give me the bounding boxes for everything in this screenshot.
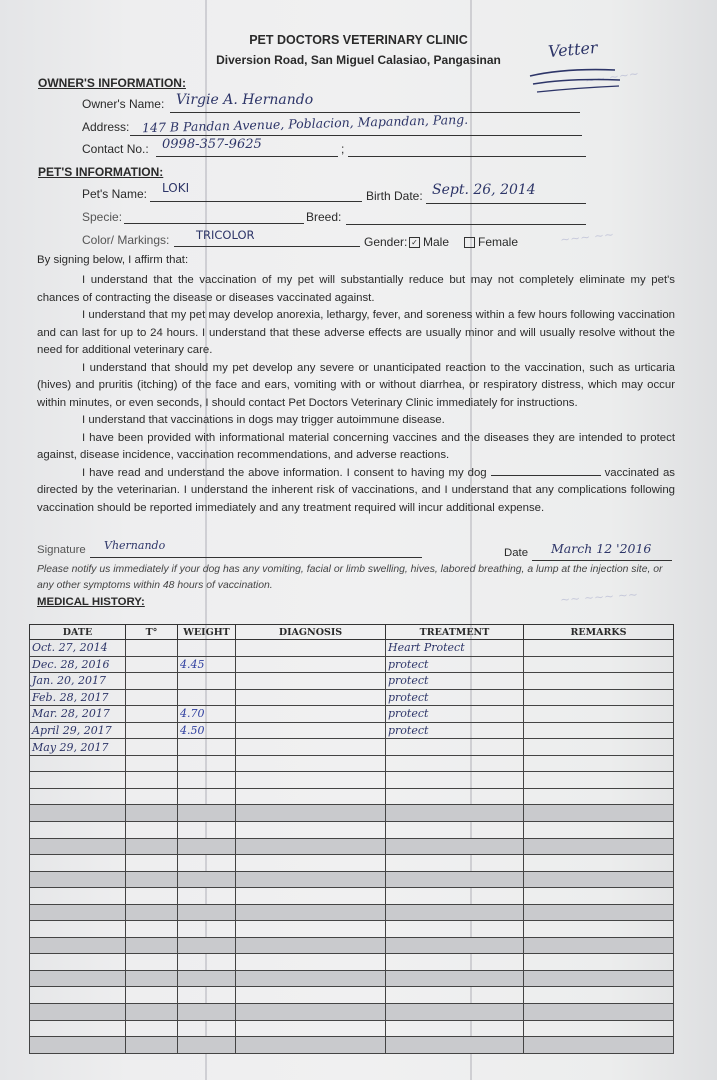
cell-remarks — [524, 987, 674, 1004]
cell-temperature — [126, 755, 178, 772]
cell-treatment — [386, 1004, 524, 1021]
cell-remarks — [524, 937, 674, 954]
consent-paragraph-2: I understand that my pet may develop anorexia, lethargy, fever, and soreness within a few hours following vaccination and can last for up to 24 hours. I understand that these adverse effects are usually minor and will usually resolve without the need for additional veterinary care. — [37, 309, 675, 356]
cell-temperature — [126, 970, 178, 987]
cell-date — [30, 888, 126, 905]
cell-diagnosis — [236, 805, 386, 822]
cell-remarks — [524, 689, 674, 706]
cell-temperature — [126, 706, 178, 723]
consent-paragraphs — [37, 272, 675, 517]
cell-weight — [178, 788, 236, 805]
cell-date — [30, 1004, 126, 1021]
medical-history-table — [29, 624, 674, 1054]
cell-temperature — [126, 987, 178, 1004]
cell-remarks — [524, 822, 674, 839]
cell-weight — [178, 921, 236, 938]
cell-diagnosis — [236, 1037, 386, 1054]
cell-date — [30, 904, 126, 921]
cell-treatment — [386, 937, 524, 954]
cell-weight: 4.45 — [178, 656, 236, 673]
cell-diagnosis — [236, 689, 386, 706]
cell-weight — [178, 1020, 236, 1037]
cell-treatment — [386, 788, 524, 805]
cell-temperature — [126, 673, 178, 690]
cell-date — [30, 822, 126, 839]
cell-diagnosis — [236, 656, 386, 673]
cell-remarks — [524, 722, 674, 739]
cell-weight — [178, 871, 236, 888]
cell-date: Jan. 20, 2017 — [30, 673, 126, 690]
cell-diagnosis — [236, 937, 386, 954]
cell-remarks — [524, 970, 674, 987]
corner-scribble — [525, 62, 625, 98]
cell-remarks — [524, 739, 674, 756]
table-row — [30, 838, 674, 855]
cell-temperature — [126, 822, 178, 839]
cell-diagnosis — [236, 822, 386, 839]
cell-date: May 29, 2017 — [30, 739, 126, 756]
date-value: March 12 '2016 — [551, 541, 652, 556]
cell-remarks — [524, 888, 674, 905]
address-value: 147 B Pandan Avenue, Poblacion, Mapandan, Pang. — [141, 111, 469, 136]
gender-male-option[interactable] — [409, 235, 449, 249]
cell-treatment — [386, 805, 524, 822]
consent-intro: By signing below, I affirm that: — [37, 254, 189, 266]
cell-treatment — [386, 1020, 524, 1037]
cell-diagnosis — [236, 1004, 386, 1021]
cell-remarks — [524, 954, 674, 971]
cell-treatment: protect — [386, 656, 524, 673]
cell-temperature — [126, 838, 178, 855]
cell-remarks — [524, 1037, 674, 1054]
cell-diagnosis — [236, 855, 386, 872]
cell-diagnosis — [236, 871, 386, 888]
cell-temperature — [126, 954, 178, 971]
consent-paragraph-6a: I have read and understand the above information. I consent to having my dog — [82, 466, 487, 479]
cell-temperature — [126, 1037, 178, 1054]
cell-weight — [178, 739, 236, 756]
birth-date-label: Birth Date: — [366, 189, 423, 203]
cell-date: April 29, 2017 — [30, 722, 126, 739]
cell-temperature — [126, 805, 178, 822]
column-header-temperature: T° — [126, 625, 178, 640]
cell-treatment — [386, 888, 524, 905]
cell-remarks — [524, 1004, 674, 1021]
cell-temperature — [126, 1020, 178, 1037]
cell-treatment — [386, 871, 524, 888]
table-row — [30, 871, 674, 888]
specie-line — [124, 223, 304, 224]
table-header-row — [30, 625, 674, 640]
bleed-through-marks: ~~ ~~~ — [584, 66, 640, 88]
cell-weight — [178, 640, 236, 657]
cell-temperature — [126, 739, 178, 756]
female-checkbox[interactable] — [464, 237, 475, 248]
cell-treatment: protect — [386, 722, 524, 739]
cell-treatment — [386, 739, 524, 756]
cell-date — [30, 921, 126, 938]
cell-weight — [178, 1004, 236, 1021]
table-row — [30, 904, 674, 921]
cell-treatment — [386, 987, 524, 1004]
cell-weight — [178, 805, 236, 822]
cell-treatment — [386, 838, 524, 855]
cell-diagnosis — [236, 772, 386, 789]
cell-diagnosis — [236, 788, 386, 805]
cell-date — [30, 805, 126, 822]
cell-treatment — [386, 772, 524, 789]
cell-temperature — [126, 640, 178, 657]
cell-treatment: protect — [386, 689, 524, 706]
specie-label: Specie: — [82, 210, 123, 224]
birth-date-value: Sept. 26, 2014 — [432, 182, 536, 198]
table-row — [30, 640, 674, 657]
cell-remarks — [524, 673, 674, 690]
cell-diagnosis — [236, 1020, 386, 1037]
cell-treatment — [386, 855, 524, 872]
breed-label: Breed: — [306, 210, 342, 224]
cell-weight — [178, 937, 236, 954]
pet-name-line — [150, 201, 362, 202]
table-row — [30, 739, 674, 756]
cell-remarks — [524, 755, 674, 772]
cell-weight — [178, 689, 236, 706]
contact-line-2 — [348, 156, 586, 157]
table-row — [30, 888, 674, 905]
cell-weight — [178, 954, 236, 971]
owner-section-title: OWNER'S INFORMATION: — [38, 76, 186, 90]
bleed-through-marks: ~~ ~~~ ~~ — [559, 587, 639, 607]
pet-name-label: Pet's Name: — [82, 187, 147, 201]
table-row — [30, 822, 674, 839]
cell-remarks — [524, 788, 674, 805]
cell-treatment — [386, 970, 524, 987]
table-row — [30, 656, 674, 673]
table-row — [30, 706, 674, 723]
address-label: Address: — [82, 120, 130, 134]
cell-treatment: protect — [386, 706, 524, 723]
cell-weight — [178, 970, 236, 987]
cell-weight — [178, 838, 236, 855]
column-header-diagnosis: DIAGNOSIS — [236, 625, 386, 640]
date-label: Date — [504, 547, 529, 559]
cell-temperature — [126, 904, 178, 921]
cell-diagnosis — [236, 673, 386, 690]
cell-date — [30, 1020, 126, 1037]
consent-paragraph-3: I understand that should my pet develop any severe or unanticipated reaction to the vaccination, such as urticaria (hives) and pruritis (itching) of the face and ears, vomiting with or without diarrhea, or respiratory distress, which may occur within minutes, or even seconds, I should contact Pet Doctors Veterinary Clinic immediately for instructions. — [37, 361, 675, 409]
cell-diagnosis — [236, 970, 386, 987]
consent-paragraph-1: I understand that the vaccination of my pet will substantially reduce but may not completely eliminate my pet's chances of contracting the disease or diseases vaccinated against. — [37, 274, 675, 304]
cell-date — [30, 838, 126, 855]
cell-temperature — [126, 937, 178, 954]
cell-temperature — [126, 871, 178, 888]
contact-value: 0998-357-9625 — [162, 137, 262, 152]
cell-treatment — [386, 904, 524, 921]
clinic-name: PET DOCTORS VETERINARY CLINIC — [249, 33, 468, 47]
cell-temperature — [126, 921, 178, 938]
cell-diagnosis — [236, 739, 386, 756]
cell-diagnosis — [236, 640, 386, 657]
table-row — [30, 722, 674, 739]
table-row — [30, 1020, 674, 1037]
cell-date — [30, 970, 126, 987]
pet-name-value: LOKI — [162, 181, 190, 195]
cell-date: Mar. 28, 2017 — [30, 706, 126, 723]
male-checkbox[interactable]: ✓ — [409, 237, 420, 248]
cell-date: Oct. 27, 2014 — [30, 640, 126, 657]
contact-separator: ; — [341, 142, 345, 156]
cell-diagnosis — [236, 706, 386, 723]
table-row — [30, 755, 674, 772]
signature-value: Vhernando — [104, 539, 166, 552]
cell-diagnosis — [236, 755, 386, 772]
date-line — [532, 560, 672, 561]
cell-diagnosis — [236, 921, 386, 938]
cell-temperature — [126, 689, 178, 706]
cell-diagnosis — [236, 722, 386, 739]
table-row — [30, 689, 674, 706]
birth-date-line — [426, 203, 586, 204]
medical-history-title: MEDICAL HISTORY: — [37, 596, 145, 608]
female-label: Female — [478, 235, 519, 249]
owner-name-label: Owner's Name: — [82, 97, 165, 111]
table-row — [30, 772, 674, 789]
cell-temperature — [126, 722, 178, 739]
signature-label: Signature — [37, 544, 86, 556]
clinic-address: Diversion Road, San Miguel Calasiao, Pangasinan — [216, 53, 501, 67]
cell-weight — [178, 772, 236, 789]
cell-diagnosis — [236, 838, 386, 855]
cell-temperature — [126, 855, 178, 872]
consent-paragraph-5: I have been provided with informational material concerning vaccines and the diseases they are intended to protect against, disease incidence, vaccination recommendations, and adverse reactions. — [37, 431, 675, 461]
signature-line — [90, 557, 422, 558]
cell-temperature — [126, 1004, 178, 1021]
cell-weight — [178, 1037, 236, 1054]
cell-weight — [178, 755, 236, 772]
gender-female-option[interactable] — [464, 235, 518, 249]
cell-remarks — [524, 904, 674, 921]
consent-paragraph-6 — [37, 465, 675, 518]
table-row — [30, 970, 674, 987]
cell-date: Dec. 28, 2016 — [30, 656, 126, 673]
column-header-treatment: TREATMENT — [386, 625, 524, 640]
table-row — [30, 673, 674, 690]
cell-diagnosis — [236, 904, 386, 921]
address-line — [130, 135, 582, 136]
cell-remarks — [524, 1020, 674, 1037]
cell-date — [30, 954, 126, 971]
owner-name-line — [170, 112, 580, 113]
table-row — [30, 954, 674, 971]
table-row — [30, 805, 674, 822]
cell-treatment — [386, 921, 524, 938]
cell-remarks — [524, 921, 674, 938]
owner-name-value: Virgie A. Hernando — [176, 92, 314, 108]
table-row — [30, 987, 674, 1004]
cell-temperature — [126, 788, 178, 805]
cell-remarks — [524, 871, 674, 888]
cell-remarks — [524, 772, 674, 789]
contact-line — [156, 156, 338, 157]
cell-remarks — [524, 656, 674, 673]
dog-name-blank — [491, 465, 601, 476]
cell-weight — [178, 904, 236, 921]
cell-date — [30, 788, 126, 805]
cell-treatment — [386, 822, 524, 839]
cell-weight: 4.50 — [178, 722, 236, 739]
color-markings-label: Color/ Markings: — [82, 233, 170, 247]
table-row — [30, 937, 674, 954]
cell-remarks — [524, 855, 674, 872]
table-row — [30, 1004, 674, 1021]
cell-weight — [178, 855, 236, 872]
male-label: Male — [423, 235, 450, 249]
cell-treatment — [386, 755, 524, 772]
cell-treatment: Heart Protect — [386, 640, 524, 657]
cell-temperature — [126, 888, 178, 905]
gender-label: Gender: — [364, 235, 408, 249]
cell-treatment — [386, 1037, 524, 1054]
cell-weight — [178, 673, 236, 690]
cell-weight — [178, 822, 236, 839]
table-row — [30, 1037, 674, 1054]
cell-date — [30, 755, 126, 772]
cell-date — [30, 855, 126, 872]
consent-paragraph-4: I understand that vaccinations in dogs may trigger autoimmune disease. — [82, 414, 445, 426]
cell-diagnosis — [236, 954, 386, 971]
cell-date — [30, 1037, 126, 1054]
table-row — [30, 855, 674, 872]
cell-date — [30, 937, 126, 954]
column-header-weight: WEIGHT — [178, 625, 236, 640]
breed-line — [346, 224, 586, 225]
column-header-remarks: REMARKS — [524, 625, 674, 640]
cell-treatment: protect — [386, 673, 524, 690]
color-markings-value: TRICOLOR — [196, 228, 255, 242]
cell-diagnosis — [236, 888, 386, 905]
cell-diagnosis — [236, 987, 386, 1004]
corner-note: Vetter — [547, 37, 599, 62]
cell-date: Feb. 28, 2017 — [30, 689, 126, 706]
cell-treatment — [386, 954, 524, 971]
table-row — [30, 788, 674, 805]
cell-date — [30, 987, 126, 1004]
cell-remarks — [524, 706, 674, 723]
consent-paragraph-6b: vaccinated as directed by the veterinarian. I understand the inherent risk of vaccinations, and I understand that any complications following vaccination should be reported immediately and any treatment required will incur additional expense. — [37, 466, 675, 514]
cell-date — [30, 871, 126, 888]
cell-remarks — [524, 640, 674, 657]
cell-remarks — [524, 805, 674, 822]
color-line — [174, 246, 360, 247]
bleed-through-marks: ~~~ ~~ — [559, 227, 615, 247]
pet-section-title: PET'S INFORMATION: — [38, 165, 164, 179]
table-row — [30, 921, 674, 938]
cell-date — [30, 772, 126, 789]
cell-temperature — [126, 656, 178, 673]
cell-weight — [178, 987, 236, 1004]
after-vaccination-note: Please notify us immediately if your dog has any vomiting, facial or limb swelling, hives, labored breathing, a lump at the injection site, or any other symptoms within 48 hours of vaccination. — [37, 564, 663, 591]
column-header-date: DATE — [30, 625, 126, 640]
cell-weight — [178, 888, 236, 905]
contact-label: Contact No.: — [82, 142, 149, 156]
cell-remarks — [524, 838, 674, 855]
cell-weight: 4.70 — [178, 706, 236, 723]
cell-temperature — [126, 772, 178, 789]
